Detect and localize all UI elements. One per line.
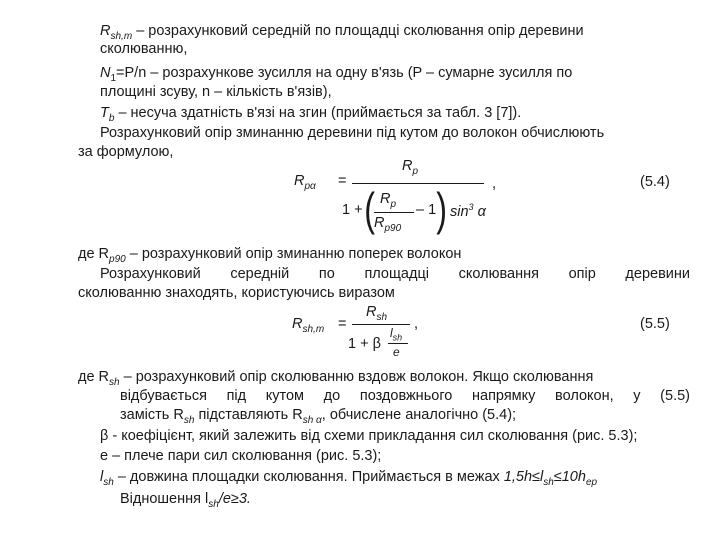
text-line-1 <box>100 22 690 46</box>
symbol-sub: sh <box>208 498 219 510</box>
eq1-left-paren: ( <box>364 183 376 235</box>
line-text: де R <box>78 246 110 262</box>
line-text: – розрахунковий опір зминанню поперек волокон <box>129 246 462 262</box>
line-text: – розрахунковий середній по площадці сколювання опір деревини <box>136 23 584 39</box>
eq2-num-sub: sh <box>376 311 388 323</box>
eq2-frac-bar <box>388 343 408 344</box>
line-text: – довжина площадки сколювання. Приймається в межах <box>117 469 500 485</box>
eq1-inner-den-sub: p90 <box>384 222 402 234</box>
range-end: ≤10h <box>553 469 586 485</box>
eq1-inner-den <box>374 215 401 234</box>
symbol-T: T <box>100 105 109 121</box>
eq2-lhs-sub: sh,m <box>302 323 325 335</box>
eq1-sin-text: sin <box>450 203 469 220</box>
eq1-inner-num-sub: p <box>390 198 397 210</box>
eq2-frac-num-sub: sh <box>392 332 403 343</box>
text-line-14: β - коефіцієнт, який залежить від схеми прикладання сил сколювання (рис. 5.3); <box>100 428 638 444</box>
line-text: замість R <box>120 407 184 423</box>
line-text: підставляють R <box>198 407 303 423</box>
line-text: Відношення l <box>120 491 209 507</box>
eq1-lhs-sub: pα <box>304 180 316 192</box>
eq2-frac-num-l: l <box>390 326 393 340</box>
eq1-lhs <box>294 173 316 192</box>
line-text: – несуча здатність в'язі на згин (приймається за табл. 3 [7]). <box>118 105 522 121</box>
text-line-9: Розрахунковий середній по площадці сколювання опір деревини <box>100 266 690 282</box>
symbol-sub: sh <box>543 476 554 488</box>
text-line-2: сколюванню, <box>100 41 188 57</box>
eq2-numerator <box>366 304 387 323</box>
eq1-num-R: R <box>402 158 413 174</box>
symbol-sub: sh <box>109 376 120 388</box>
eq1-inner-num <box>380 191 396 210</box>
eq1-num-sub: p <box>412 165 419 177</box>
eq1-sin-pow: 3 <box>468 202 474 212</box>
text-line-15: e – плече пари сил сколювання (рис. 5.3); <box>100 448 382 464</box>
eq1-lhs-R: R <box>294 173 305 189</box>
text-line-10: сколюванню знаходять, користуючись виразом <box>78 285 395 301</box>
line-text: де R <box>78 369 110 385</box>
eq1-one-plus: 1 + <box>342 202 363 218</box>
eq2-lhs <box>292 316 324 335</box>
eq2-comma: , <box>414 316 419 332</box>
eq2-frac-num <box>390 326 402 342</box>
eq2-main-bar <box>352 324 410 325</box>
eq1-comma: , <box>492 176 497 192</box>
symbol-sub: sh α <box>302 414 322 426</box>
eq1-inner-num-R: R <box>380 191 391 207</box>
text-line-12: відбувається під кутом до поздовжнього напрямку волокон, у (5.5) <box>120 388 690 404</box>
symbol-sub: sh <box>183 414 195 426</box>
symbol-R: R <box>100 23 111 39</box>
symbol-sub: 1 <box>110 72 117 84</box>
line-text: – розрахунковий опір сколюванню вздовж волокон. Якщо сколювання <box>123 369 594 385</box>
text-line-16 <box>100 468 597 492</box>
symbol-sub: ep <box>585 476 598 488</box>
eq1-alpha: α <box>477 203 486 220</box>
eq1-sin <box>450 202 486 220</box>
eq1-inner-bar <box>374 212 414 213</box>
eq2-lhs-R: R <box>292 316 303 332</box>
eq2-equals: = <box>338 316 347 332</box>
text-line-7: за формулою, <box>78 144 174 160</box>
symbol-sub: sh,m <box>110 30 133 42</box>
symbol-sub: p90 <box>109 253 126 265</box>
text-line-4: площині зсуву, n – кількість в'язів), <box>100 84 332 100</box>
eq1-number: (5.4) <box>640 174 670 190</box>
eq1-numerator <box>402 158 418 177</box>
eq1-minus-one: – 1 <box>416 202 437 218</box>
eq2-number: (5.5) <box>640 316 670 332</box>
range-start: 1,5h≤l <box>503 469 544 485</box>
eq2-num-R: R <box>366 304 377 320</box>
eq1-inner-den-R: R <box>374 215 385 231</box>
line-text: , обчислене аналогічно (5.4); <box>321 407 517 423</box>
text-line-6: Розрахунковий опір зминанню деревини під кутом до волокон обчислюють <box>100 125 605 141</box>
eq2-frac-den: e <box>393 345 400 359</box>
symbol-sub: sh <box>103 476 114 488</box>
eq1-equals: = <box>338 173 347 189</box>
symbol-N: N <box>100 65 111 81</box>
line-text: =P/n – розрахункове зусилля на одну в'язь (P – сумарне зусилля по <box>116 65 573 81</box>
symbol-l: l <box>100 469 104 485</box>
symbol-sub: b <box>108 112 115 124</box>
eq2-one-plus-beta: 1 + β <box>348 336 381 352</box>
text-line-17 <box>120 490 251 514</box>
eq1-right-paren: ) <box>436 183 448 235</box>
line-text: /e≥3. <box>218 491 251 507</box>
